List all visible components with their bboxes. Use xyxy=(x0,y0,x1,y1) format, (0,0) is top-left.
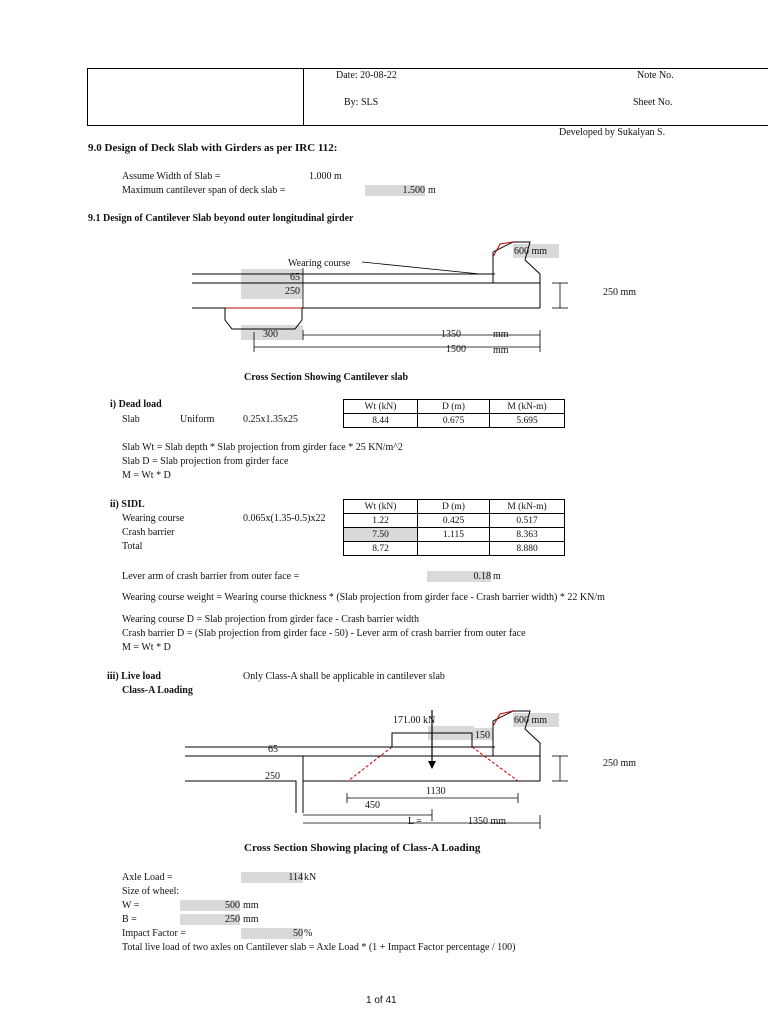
fig1-mm-2: mm xyxy=(493,345,509,356)
sidl-label: ii) SIDL xyxy=(110,499,145,510)
fig1-right-dim: 250 mm xyxy=(603,287,637,298)
header-divider xyxy=(303,69,304,125)
sidl-crash: Crash barrier xyxy=(122,527,175,538)
class-a-loading-figure xyxy=(0,705,768,840)
axle-label: Axle Load = xyxy=(122,872,173,883)
dead-load-expr: 0.25x1.35x25 xyxy=(243,414,298,425)
sidl-table xyxy=(343,499,565,556)
fig1-250-label: 250 xyxy=(285,286,300,297)
sidl-wearing: Wearing course xyxy=(122,513,185,524)
wheel-size-label: Size of wheel: xyxy=(122,886,180,897)
cell: 0.675 xyxy=(418,414,490,428)
cell: 8.44 xyxy=(344,414,418,428)
cell: 7.50 xyxy=(344,528,418,542)
cell: 5.695 xyxy=(490,414,565,428)
fig1-top-dim: 600 mm xyxy=(514,246,548,257)
fig1-caption: Cross Section Showing Cantilever slab xyxy=(244,372,409,383)
slab-bottom-left xyxy=(185,781,296,813)
b-label: B = xyxy=(122,914,137,925)
cb-d-eq: Crash barrier D = (Slab projection from girder face - 50) - Lever arm of crash barrier from outer face xyxy=(122,628,526,639)
total-live-load-eq: Total live load of two axles on Cantilever slab = Axle Load * (1 + Impact Factor percentage / 100) xyxy=(122,942,516,953)
cell: 8.363 xyxy=(490,528,565,542)
table-row xyxy=(344,528,565,542)
table-row xyxy=(344,542,565,556)
table-header-row xyxy=(344,500,565,514)
table-header-row xyxy=(344,400,565,414)
dispersion-right xyxy=(472,747,518,781)
section-title: 9.0 Design of Deck Slab with Girders as per IRC 112: xyxy=(88,142,338,154)
impact-value: 50 xyxy=(241,928,303,939)
dead-load-item: Slab xyxy=(122,414,140,425)
axle-unit: kN xyxy=(304,872,317,883)
live-load-label: iii) Live load xyxy=(107,671,161,682)
sidl-expr: 0.065x(1.35-0.5)x22 xyxy=(243,513,326,524)
cell: 8.72 xyxy=(344,542,418,556)
fig1-1500-label: 1500 xyxy=(446,344,466,355)
fig2-1350-label: 1350 mm xyxy=(468,816,507,827)
fig2-top-dim: 600 mm xyxy=(514,715,548,726)
col-wt: Wt (kN) xyxy=(344,400,418,414)
dead-load-note-1: Slab Wt = Slab depth * Slab projection from girder face * 25 KN/m^2 xyxy=(122,442,403,453)
class-a-title: Class-A Loading xyxy=(122,685,193,696)
lever-label: Lever arm of crash barrier from outer face = xyxy=(122,571,300,582)
cell xyxy=(418,542,490,556)
header-by: By: SLS xyxy=(344,97,379,108)
wc-weight-eq: Wearing course weight = Wearing course thickness * (Slab projection from girder face - Crash barrier width) * 22 KN/m xyxy=(122,592,605,603)
lever-unit: m xyxy=(493,571,501,582)
span-value: 1.500 xyxy=(365,185,425,196)
width-value: 1.000 m xyxy=(309,171,342,182)
fig2-load-label: 171.00 kN xyxy=(393,715,436,726)
fig1-mm-1: mm xyxy=(493,329,509,340)
fig1-1350-label: 1350 xyxy=(441,329,461,340)
fig1-65-label: 65 xyxy=(290,272,300,283)
sidl-total: Total xyxy=(122,541,143,552)
header-note-no: Note No. xyxy=(637,70,674,81)
fig1-wearing-label: Wearing course xyxy=(288,258,351,269)
barrier-red-edge xyxy=(493,242,513,257)
fig2-1130-label: 1130 xyxy=(426,786,446,797)
impact-unit: % xyxy=(304,928,313,939)
fig1-300-label: 300 xyxy=(263,329,278,340)
cantilever-section-figure xyxy=(0,232,768,382)
subsection-title: 9.1 Design of Cantilever Slab beyond outer longitudinal girder xyxy=(88,213,354,224)
wearing-leader xyxy=(362,262,480,274)
lever-value: 0.18 xyxy=(427,571,491,582)
w-unit: mm xyxy=(243,900,259,911)
wc-d-eq: Wearing course D = Slab projection from girder face - Crash barrier width xyxy=(122,614,419,625)
dispersion-left xyxy=(348,747,392,781)
fig2-65-label: 65 xyxy=(268,744,278,755)
col-d: D (m) xyxy=(418,500,490,514)
span-unit: m xyxy=(428,185,436,196)
live-load-note: Only Class-A shall be applicable in cantilever slab xyxy=(243,671,445,682)
w-value: 500 xyxy=(180,900,240,911)
fig2-250-label: 250 xyxy=(265,771,280,782)
col-wt: Wt (kN) xyxy=(344,500,418,514)
impact-label: Impact Factor = xyxy=(122,928,186,939)
col-m: M (kN-m) xyxy=(490,400,565,414)
fig2-caption: Cross Section Showing placing of Class-A Loading xyxy=(244,842,481,854)
page-number: 1 of 41 xyxy=(366,995,397,1006)
w-label: W = xyxy=(122,900,140,911)
fig2-right-dim: 250 mm xyxy=(603,758,637,769)
fig2-L-label: L = xyxy=(408,816,422,827)
header-developed-by: Developed by Sukalyan S. xyxy=(559,127,666,138)
cell: 0.425 xyxy=(418,514,490,528)
dead-load-note-3: M = Wt * D xyxy=(122,470,171,481)
dead-load-label: i) Dead load xyxy=(110,399,162,410)
width-label: Assume Width of Slab = xyxy=(122,171,221,182)
col-d: D (m) xyxy=(418,400,490,414)
fig2-450-label: 450 xyxy=(365,800,380,811)
dead-load-type: Uniform xyxy=(180,414,215,425)
dead-load-note-2: Slab D = Slab projection from girder face xyxy=(122,456,289,467)
table-row xyxy=(344,514,565,528)
header-sheet-no: Sheet No. xyxy=(633,97,673,108)
cell: 8.880 xyxy=(490,542,565,556)
fig2-150-label: 150 xyxy=(475,730,490,741)
dead-load-table xyxy=(343,399,565,428)
cell: 0.517 xyxy=(490,514,565,528)
b-unit: mm xyxy=(243,914,259,925)
cell: 1.22 xyxy=(344,514,418,528)
col-m: M (kN-m) xyxy=(490,500,565,514)
b-value: 250 xyxy=(180,914,240,925)
table-row xyxy=(344,414,565,428)
m-eq: M = Wt * D xyxy=(122,642,171,653)
span-label: Maximum cantilever span of deck slab = xyxy=(122,185,286,196)
cell: 1.115 xyxy=(418,528,490,542)
axle-value: 114 xyxy=(241,872,303,883)
header-date: Date: 20-08-22 xyxy=(336,70,397,81)
